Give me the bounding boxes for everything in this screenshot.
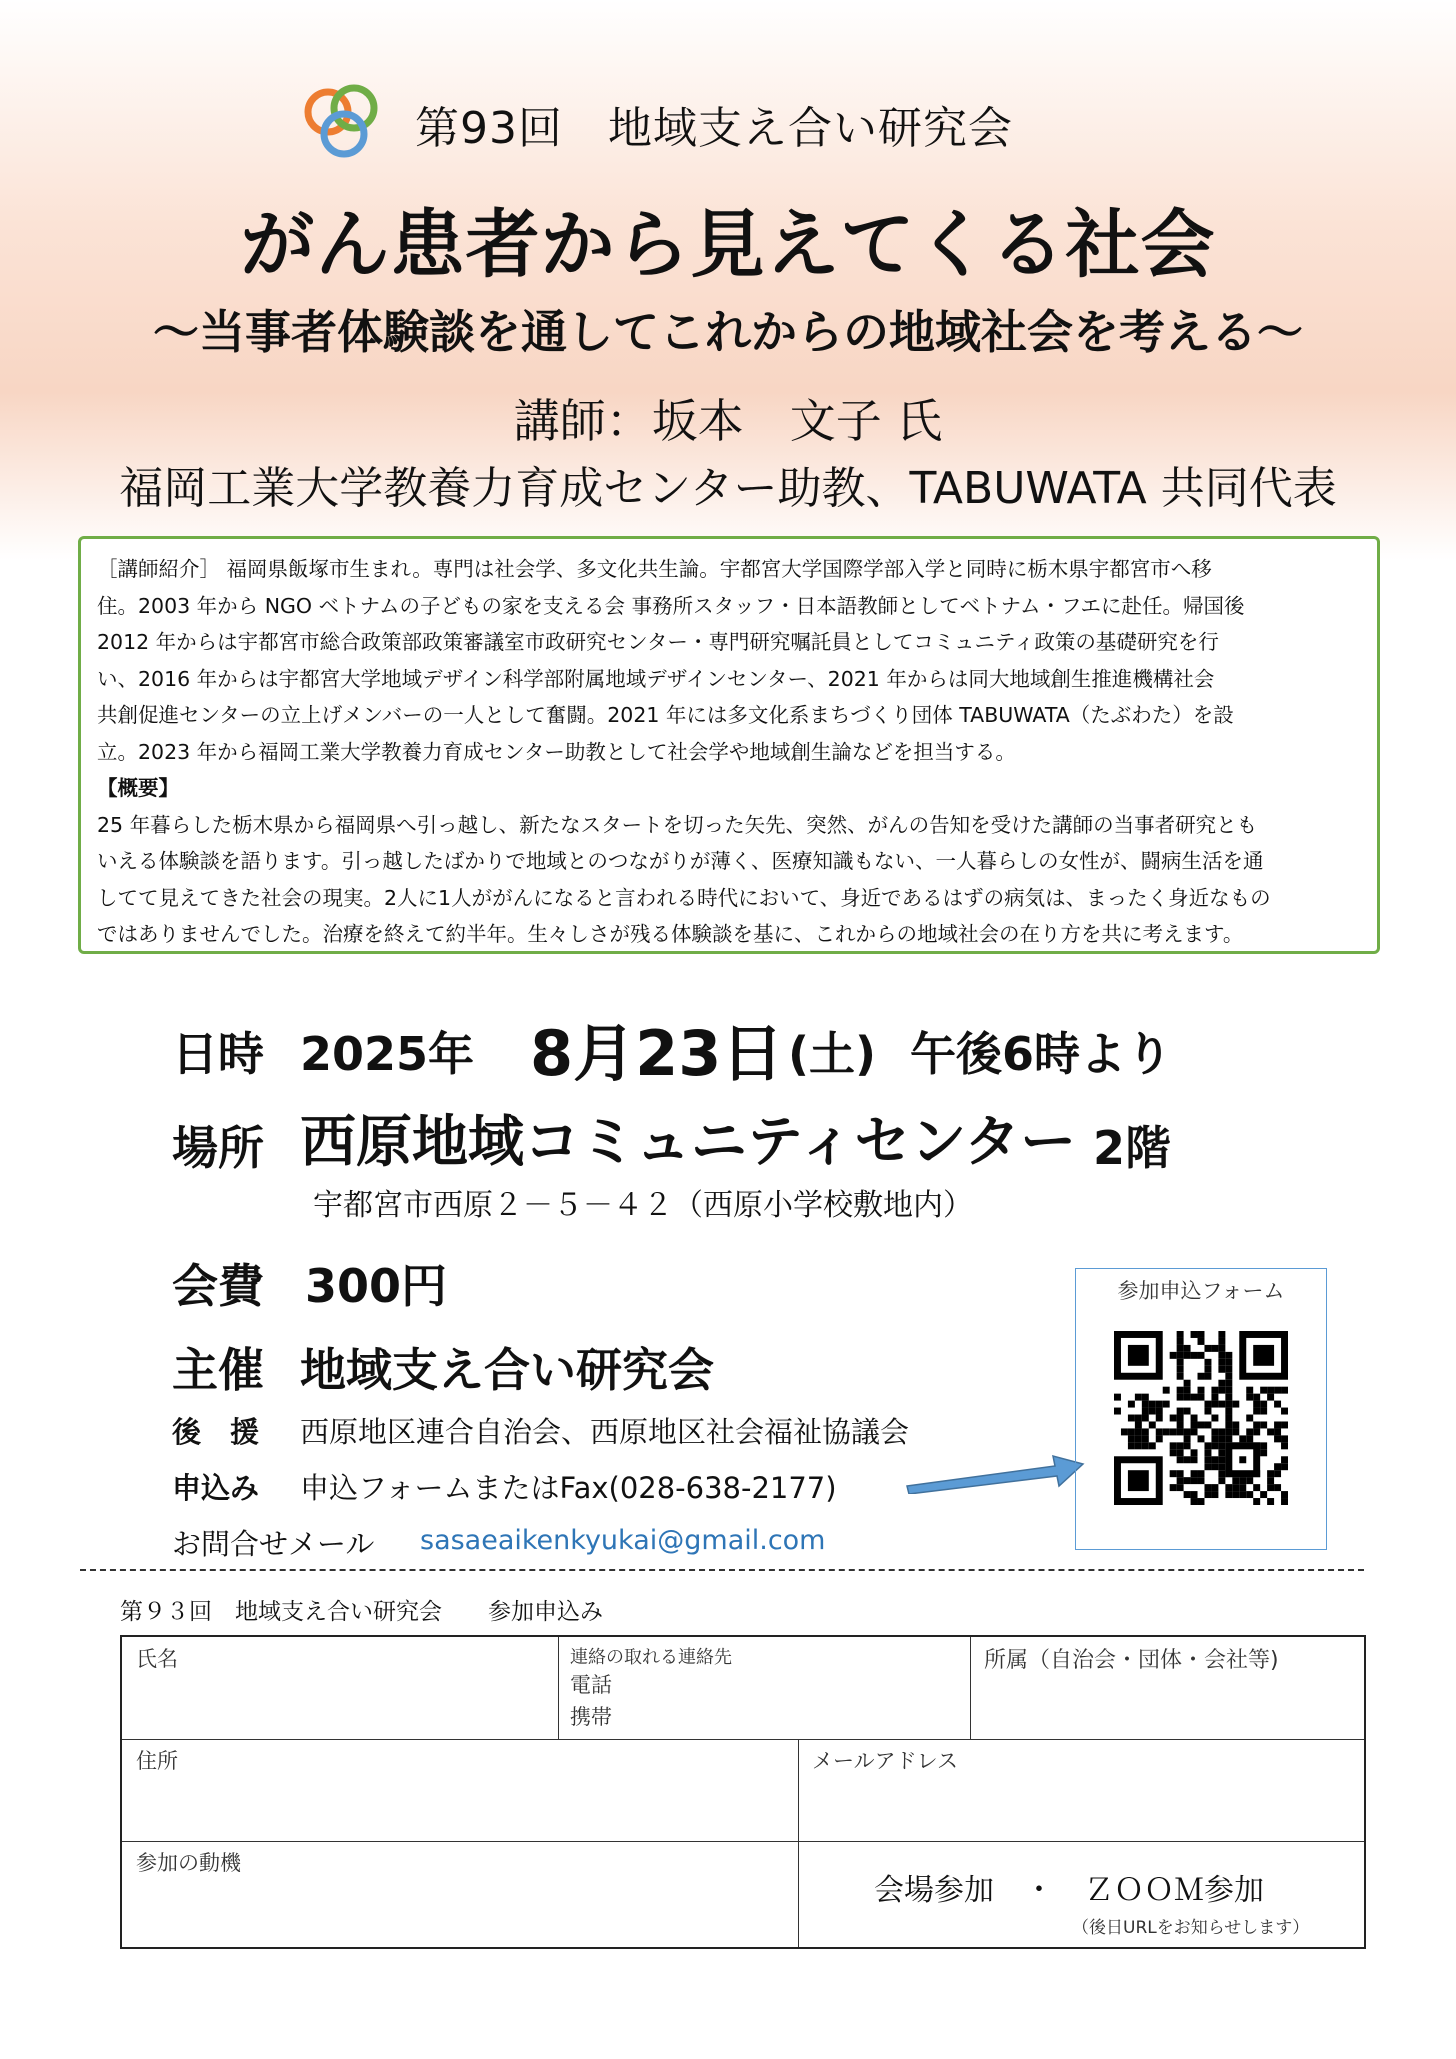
contact-email-link[interactable]: sasaeaikenkyukai@gmail.com: [420, 1525, 826, 1556]
apply-value: 申込フォームまたはFax(028-638-2177): [300, 1471, 837, 1505]
overview-heading: 【概要】: [97, 776, 179, 800]
motive-field[interactable]: 参加の動機: [136, 1851, 241, 1875]
rings-logo-icon: [298, 82, 390, 162]
qr-code-icon[interactable]: [1114, 1331, 1288, 1505]
support-label: 後 援: [172, 1415, 260, 1449]
address-field[interactable]: 住所: [136, 1749, 178, 1773]
mobile-field[interactable]: 携帯: [570, 1705, 612, 1729]
overview-line: いえる体験談を語ります。引っ越したばかりで地域とのつながりが薄く、医療知識もない、一人暮らしの女性が、闘病生活を通: [97, 849, 1264, 873]
form-divider: [122, 1841, 1364, 1842]
place-floor: 2階: [1093, 1121, 1172, 1175]
email-field[interactable]: メールアドレス: [812, 1749, 958, 1773]
attendance-choice[interactable]: 会場参加 ・ ＺＯＯＭ参加: [874, 1873, 1264, 1908]
host-label: 主催: [172, 1343, 264, 1397]
overview-line: 25 年暮らした栃木県から福岡県へ引っ越し、新たなスタートを切った矢先、突然、がんの告知を受けた講師の当事者研究とも: [97, 812, 1258, 837]
form-divider: [558, 1637, 559, 1739]
date-label: 日時: [172, 1027, 264, 1081]
fee-value: 300円: [305, 1259, 448, 1313]
lecturer-name: 講師：坂本 文子 氏: [513, 394, 943, 448]
place-address: 宇都宮市西原２－５－４２（西原小学校敷地内）: [313, 1188, 973, 1223]
subtitle: ～当事者体験談を通してこれからの地域社会を考える～: [153, 305, 1303, 359]
name-field[interactable]: 氏名: [136, 1647, 178, 1671]
affiliation-field[interactable]: 所属（自治会・団体・会社等): [984, 1648, 1279, 1673]
profile-line: ［講師紹介］ 福岡県飯塚市生まれ。専門は社会学、多文化共生論。宇都宮大学国際学部入学と同時に栃木県宇都宮市へ移: [97, 557, 1212, 581]
attendance-note: （後日URLをお知らせします）: [1072, 1918, 1310, 1938]
form-divider: [970, 1637, 971, 1739]
phone-field[interactable]: 電話: [570, 1673, 612, 1697]
support-value: 西原地区連合自治会、西原地区社会福祉協議会: [300, 1415, 910, 1449]
profile-box: [78, 536, 1380, 954]
lecturer-affiliation: 福岡工業大学教養力育成センター助教、TABUWATA 共同代表: [119, 463, 1337, 514]
profile-line: 立。2023 年から福岡工業大学教養力育成センター助教として社会学や地域創生論などを担当する。: [97, 739, 1016, 764]
place-name: 西原地域コミュニティセンター: [300, 1110, 1077, 1175]
place-label: 場所: [172, 1121, 264, 1175]
contact-label: お問合せメール: [172, 1527, 375, 1561]
date-time: 午後6時より: [910, 1027, 1173, 1081]
profile-line: 住。2003 年から NGO ベトナムの子どもの家を支える会 事務所スタッフ・日本語教師としてベトナム・フエに赴任。帰国後: [97, 593, 1245, 618]
date-day: 8月23日: [530, 1017, 784, 1090]
date-year: 2025年: [300, 1027, 475, 1081]
profile-line: い、2016 年からは宇都宮大学地域デザイン科学部附属地域デザインセンター、2021 年からは同大地域創生推進機構社会: [97, 666, 1215, 691]
form-title: 第９３回 地域支え合い研究会 参加申込み: [120, 1599, 603, 1625]
profile-line: 2012 年からは宇都宮市総合政策部政策審議室市政研究センター・専門研究嘱託員としてコミュニティ政策の基礎研究を行: [97, 630, 1219, 654]
host-value: 地域支え合い研究会: [300, 1343, 714, 1397]
series-title: 第93回 地域支え合い研究会: [415, 103, 1013, 154]
qr-label: 参加申込フォーム: [1117, 1279, 1285, 1303]
application-form: [120, 1635, 1366, 1949]
fee-label: 会費: [172, 1259, 264, 1313]
form-divider: [798, 1739, 799, 1947]
form-divider: [122, 1739, 1364, 1740]
profile-line: 共創促進センターの立上げメンバーの一人として奮闘。2021 年には多文化系まちづくり団体 TABUWATA（たぶわた）を設: [97, 703, 1234, 727]
cut-line: [80, 1569, 1364, 1571]
overview-line: してて見えてきた社会の現実。2人に1人ががんになると言われる時代において、身近であるはずの病気は、まったく身近なもの: [97, 885, 1271, 910]
qr-box: [1075, 1268, 1327, 1550]
apply-label: 申込み: [172, 1471, 260, 1505]
contact-field-label: 連絡の取れる連絡先: [570, 1647, 732, 1668]
overview-line: ではありませんでした。治療を終えて約半年。生々しさが残る体験談を基に、これからの地域社会の在り方を共に考えます。: [97, 922, 1244, 946]
main-title: がん患者から見えてくる社会: [240, 202, 1216, 288]
date-weekday: (土): [788, 1027, 877, 1081]
